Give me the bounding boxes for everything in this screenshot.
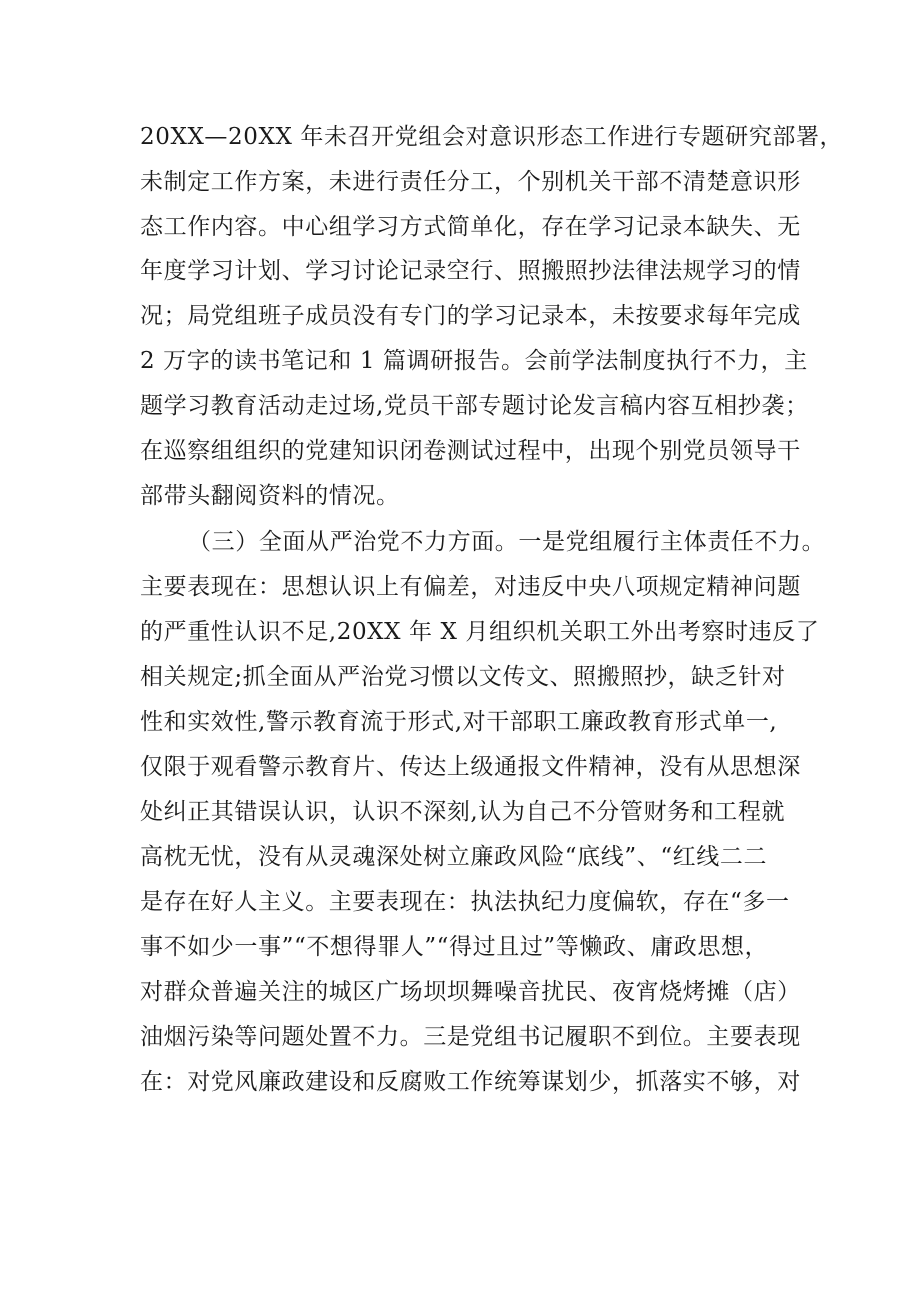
text-line: 年度学习计划、学习讨论记录空行、照搬照抄法律法规学习的情 (140, 258, 801, 284)
text-line: 高枕无忧，没有从灵魂深处树立廉政风险“底线”、“红线二二 (140, 844, 768, 870)
text-line: 在：对党风廉政建设和反腐败工作统筹谋划少，抓落实不够，对 (140, 1069, 801, 1095)
text-line: 相关规定;抓全面从严治党习惯以文传文、照搬照抄，缺乏针对 (140, 664, 786, 690)
text-line: 题学习教育活动走过场,党员干部专题讨论发言稿内容互相抄袭； (140, 393, 809, 419)
text-line: 事不如少一事”“不想得罪人”“得过且过”等懒政、庸政思想， (140, 934, 769, 960)
text-line: 在巡察组组织的党建知识闭卷测试过程中，出现个别党员领导干 (140, 438, 801, 464)
text-line: 2 万字的读书笔记和 1 篇调研报告。会前学法制度执行不力，主 (140, 348, 808, 374)
text-line: 是存在好人主义。主要表现在：执法执纪力度偏软，存在“多一 (140, 889, 790, 915)
text-line: 20XX—20XX 年未召开党组会对意识形态工作进行专题研究部署， (140, 124, 844, 150)
paragraph-first-line: （三）全面从严治党不力方面。一是党组履行主体责任不力。 (188, 529, 826, 555)
text-line: 性和实效性,警示教育流于形式,对干部职工廉政教育形式单一, (140, 709, 778, 735)
text-line: 主要表现在：思想认识上有偏差，对违反中央八项规定精神问题 (140, 574, 801, 600)
text-line: 部带头翻阅资料的情况。 (140, 483, 400, 509)
text-line: 态工作内容。中心组学习方式简单化，存在学习记录本缺失、无 (140, 214, 801, 240)
text-line: 未制定工作方案，未进行责任分工，个别机关干部不清楚意识形 (140, 169, 801, 195)
text-line: 仅限于观看警示教育片、传达上级通报文件精神，没有从思想深 (140, 754, 801, 780)
text-line: 况；局党组班子成员没有专门的学习记录本，未按要求每年完成 (140, 303, 801, 329)
text-line: 处纠正其错误认识，认识不深刻,认为自己不分管财务和工程就 (140, 799, 786, 825)
text-line: 的严重性认识不足,20XX 年 X 月组织机关职工外出考察时违反了 (140, 619, 820, 645)
text-line: 油烟污染等问题处置不力。三是党组书记履职不到位。主要表现 (140, 1024, 801, 1050)
text-line: 对群众普遍关注的城区广场坝坝舞噪音扰民、夜宵烧烤摊（店） (140, 979, 801, 1005)
